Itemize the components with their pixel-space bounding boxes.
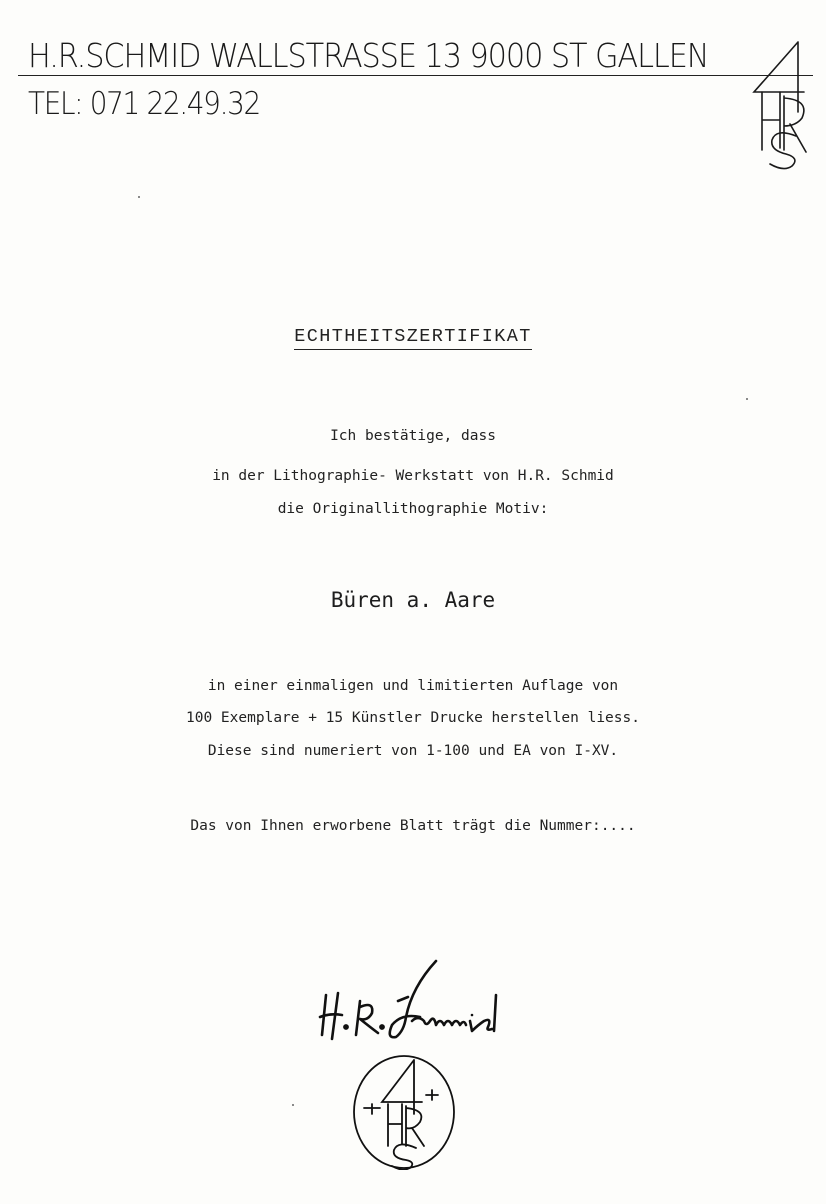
certificate-title-text: ECHTHEITSZERTIFIKAT bbox=[294, 326, 532, 350]
motif-title: Büren a. Aare bbox=[330, 588, 496, 612]
monogram-logo bbox=[740, 40, 812, 170]
letterhead-phone: TEL: 071 22.49.32 bbox=[28, 86, 260, 122]
certificate-title bbox=[0, 326, 826, 347]
handwritten-signature bbox=[316, 955, 516, 1045]
scan-speck bbox=[292, 1104, 294, 1106]
edition-line-3: Diese sind numeriert von 1-100 und EA von I-XV. bbox=[207, 743, 619, 759]
intro-line-2: in der Lithographie- Werkstatt von H.R. Schmid bbox=[212, 468, 614, 484]
scan-speck bbox=[138, 196, 140, 198]
letterhead-address: H.R.SCHMID WALLSTRASSE 13 9000 ST GALLEN bbox=[28, 36, 709, 75]
intro-line-3: die Originallithographie Motiv: bbox=[277, 501, 549, 517]
edition-line-1: in einer einmaligen und limitierten Auflage von bbox=[207, 678, 619, 694]
number-line: Das von Ihnen erworbene Blatt trägt die Nummer:.... bbox=[190, 818, 636, 834]
monogram-seal bbox=[348, 1050, 463, 1170]
letterhead-rule bbox=[18, 75, 813, 76]
intro-line-1: Ich bestätige, dass bbox=[330, 428, 496, 444]
edition-line-2: 100 Exemplare + 15 Künstler Drucke herstellen liess. bbox=[186, 710, 640, 726]
scan-speck bbox=[746, 398, 748, 400]
